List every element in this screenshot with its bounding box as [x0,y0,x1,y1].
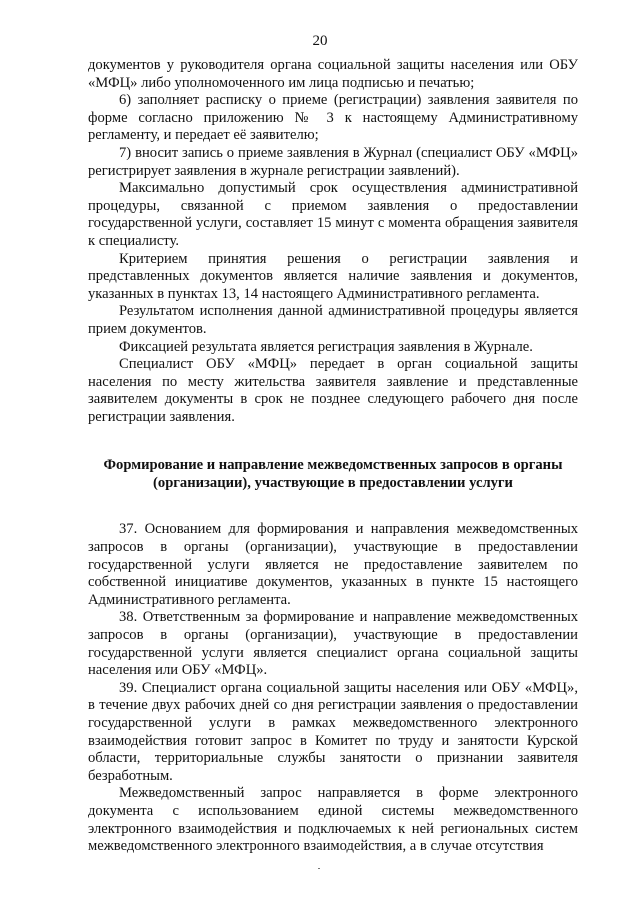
paragraph-39: 39. Специалист органа социальной защиты населения или ОБУ «МФЦ», в течение двух рабочих дней со дня регистрации заявления о предоставлении государственной услуги в рамках межведомственного электронного взаимодействия готовит запрос в Комитет по труду и занятости Курской области, территориальные службы занятости о признании заявителя безработным. [88,679,578,784]
paragraph-38: 38. Ответственным за формирование и направление межведомственных запросов в органы (организации), участвующие в предоставлении государственной услуги является специалист органа социальной защиты населения или ОБУ «МФЦ». [88,609,578,679]
document-body [88,57,578,856]
paragraph-max-time: Максимально допустимый срок осуществления административной процедуры, связанной с приемом заявления о предоставлении государственной услуги, составляет 15 минут с момента обращения заявителя к специалисту. [88,180,578,249]
paragraph-item-6: 6) заполняет расписку о приеме (регистрации) заявления заявителя по форме согласно приложению № 3 к настоящему Административному регламенту, и передает её заявителю; [88,92,578,144]
paragraph-fixation: Фиксацией результата является регистрация заявления в Журнале. [119,338,533,355]
paragraph-37: 37. Основанием для формирования и направления межведомственных запросов в органы (организации), участвующие в предоставлении государственной услуги является не предоставление заявителем по собственной инициативе документов, указанных в пункте 15 настоящего Административного регламента. [88,521,578,608]
paragraph-interagency-request: Межведомственный запрос направляется в форме электронного документа с использованием единой системы межведомственного электронного взаимодействия и подключаемых к ней региональных систем межведомственного электронного взаимодействия, а в случае отсутствия [88,785,578,855]
paragraph-item-7: 7) вносит запись о приеме заявления в Журнал (специалист ОБУ «МФЦ» регистрирует заявления в журнале регистрации заявлений). [88,144,578,179]
paragraph-result: Результатом исполнения данной административной процедуры является прием документов. [88,303,578,337]
scan-speck [318,868,320,869]
page-number: 20 [312,33,328,49]
paragraph-continuation: документов у руководителя органа социальной защиты населения или ОБУ «МФЦ» либо уполномоченного им лица подписью и печатью; [88,57,578,91]
paragraph-specialist-transfer: Специалист ОБУ «МФЦ» передает в орган социальной защиты населения по месту жительства заявителя заявление и представленные заявителем документы в срок не позднее следующего рабочего дня после регистрации заявления. [88,356,578,425]
section-heading: Формирование и направление межведомственных запросов в органы (организации), участвующие в предоставлении услуги [103,457,563,492]
paragraph-criterion: Критерием принятия решения о регистрации заявления и представленных документов является наличие заявления и документов, указанных в пунктах 13, 14 настоящего Административного регламента. [88,250,578,302]
